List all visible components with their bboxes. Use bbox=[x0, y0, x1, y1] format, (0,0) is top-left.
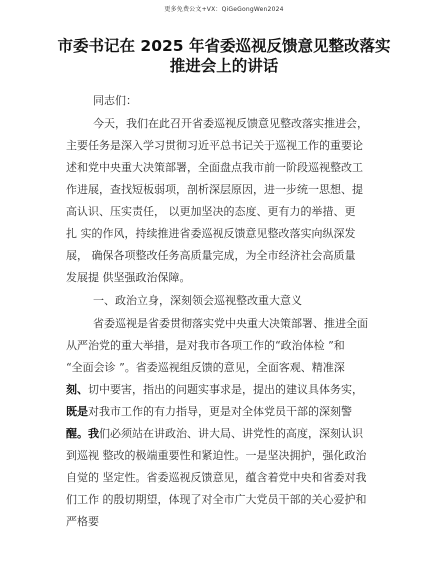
section-heading-1: 一、政治立身，深刻领会巡视整改重大意义 bbox=[93, 294, 302, 307]
bold-text: 醒。我 bbox=[66, 427, 99, 440]
paragraph-line: 发展提 供坚强政治保障。 bbox=[66, 271, 191, 284]
paragraph-line bbox=[66, 404, 352, 419]
paragraph-line: 主要任务是深入学习贯彻习近平总书记关于巡视工作的重要论 bbox=[66, 139, 363, 152]
text: 切中要害，指出的问题实事求是，提出的建议具体务实， bbox=[88, 383, 363, 396]
paragraph-line: 高认识、压实责任， 以更加坚决的态度、更有力的举措、更 bbox=[66, 205, 356, 218]
paragraph-line: 展， 确保各项整改任务高质量完成，为全市经济社会高质量 bbox=[66, 249, 356, 262]
paragraph-line: 们工作 的殷切期望，体现了对全市广大党员干部的关心爱护和 bbox=[66, 493, 367, 506]
paragraph-line: 自觉的 坚定性。省委巡视反馈意见，蕴含着党中央和省委对我 bbox=[66, 471, 367, 484]
paragraph-line: 严格要 bbox=[66, 515, 99, 528]
paragraph-line: “全面会诊 ”。省委巡视组反馈的意见，全面客观、精准深 bbox=[66, 361, 345, 374]
text: 们必须站在讲政治、讲大局、讲党性的高度，深刻认识 bbox=[99, 427, 363, 440]
paragraph-line bbox=[66, 426, 363, 441]
watermark-text: 更多免费公文+VX：QiGeGongWen2024 bbox=[164, 6, 284, 13]
paragraph-line bbox=[66, 382, 363, 397]
paragraph-line: 省委巡视是省委贯彻落实党中央重大决策部署、推进全面 bbox=[93, 317, 368, 330]
bold-text: 既是 bbox=[66, 405, 88, 418]
paragraph-line: 扎 实的作风，持续推进省委巡视反馈意见整改落实向纵深发 bbox=[66, 227, 356, 240]
salutation: 同志们： bbox=[93, 94, 137, 107]
paragraph-line: 到巡视 整改的极端重要性和紧迫性。一是坚决拥护，强化政治 bbox=[66, 449, 367, 462]
paragraph-line: 述和党中央重大决策部署，全面盘点我市前一阶段巡视整改工 bbox=[66, 161, 363, 174]
text: 对我市工作的有力指导，更是对全体党员干部的深刻警 bbox=[88, 405, 352, 418]
bold-text: 刻、 bbox=[66, 383, 88, 396]
paragraph-line: 从严治党的重大举措，是对我市各项工作的“政治体检 ”和 bbox=[66, 339, 345, 352]
document-title-line-2: 推进会上的讲话 bbox=[169, 57, 279, 75]
paragraph-line: 今天，我们在此召开省委巡视反馈意见整改落实推进会， bbox=[93, 117, 368, 130]
paragraph-line: 作进展，查找短板弱项，剖析深层原因，进一步统一思想、提 bbox=[66, 183, 363, 196]
document-title-line-1: 市委书记在 2025 年省委巡视反馈意见整改落实 bbox=[57, 37, 391, 55]
